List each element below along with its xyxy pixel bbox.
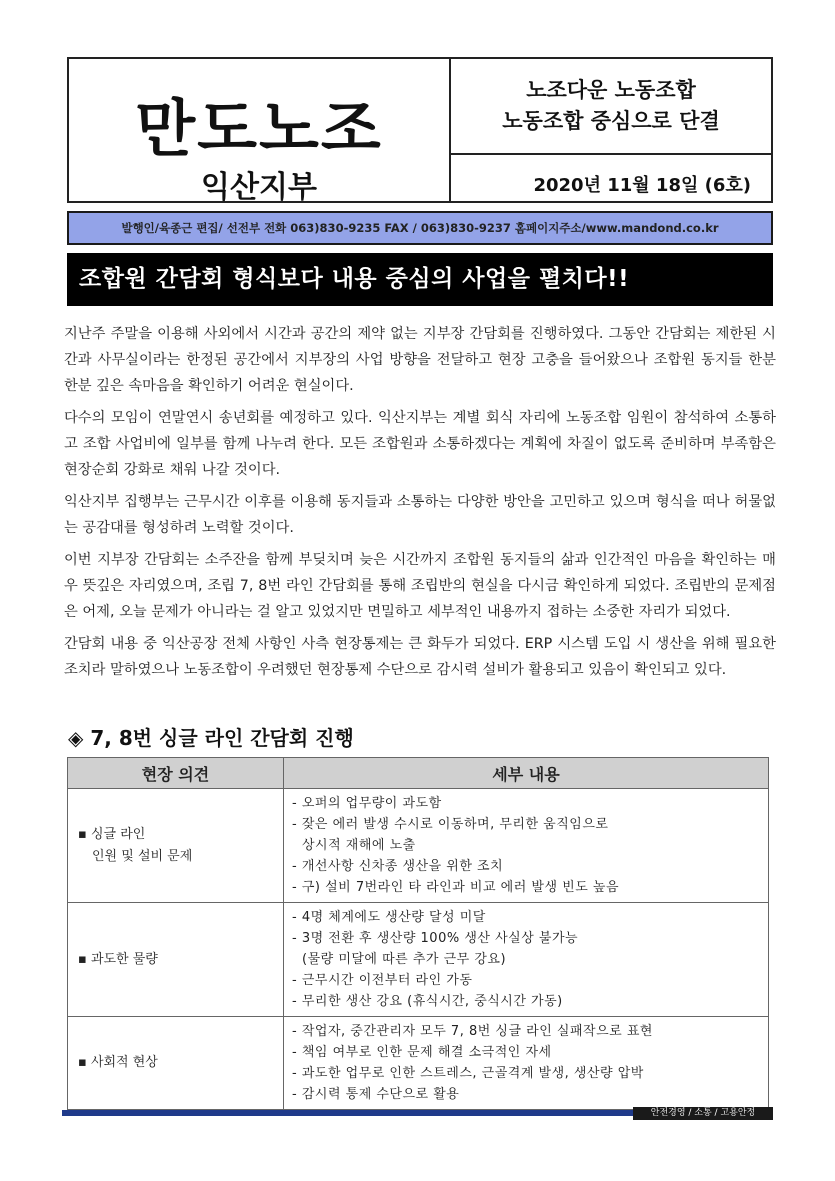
table-header-details: 세부 내용	[284, 758, 769, 789]
slogan-line-1: 노조다운 노동조합	[526, 78, 696, 102]
section-title: ◈ 7, 8번 싱글 라인 간담회 진행	[68, 726, 354, 750]
branch-name: 익산지부	[201, 170, 317, 205]
article-body	[64, 321, 776, 689]
opinion-label: ▪ 사회적 현상	[78, 1055, 158, 1070]
details-cell	[284, 789, 769, 903]
opinion-label: ▪ 싱글 라인	[78, 826, 146, 842]
detail-item: - 4명 체계에도 생산량 달성 미달	[292, 910, 486, 925]
detail-item: - 무리한 생산 강요 (휴식시간, 중식시간 가동)	[292, 994, 563, 1009]
opinion-cell	[68, 1017, 284, 1110]
publisher-bar: 발행인/육종근 편집/ 선전부 전화 063)830-9235 FAX / 063)830-9237 홈페이지주소/www.mandond.co.kr	[67, 211, 773, 245]
details-cell	[284, 1017, 769, 1110]
detail-item: - 오퍼의 업무량이 과도함	[292, 796, 442, 811]
detail-item: - 책임 여부로 인한 문제 해결 소극적인 자세	[292, 1045, 552, 1060]
masthead-divider	[451, 153, 771, 155]
masthead	[67, 57, 773, 203]
footer-tag: 안전경영 / 소통 / 고용안정	[633, 1107, 773, 1120]
table-row	[68, 903, 769, 1017]
table-row	[68, 1017, 769, 1110]
paragraph: 익산지부 집행부는 근무시간 이후를 이용해 동지들과 소통하는 다양한 방안을 고민하고 있으며 형식을 떠나 허물없는 공감대를 형성하려 노력할 것이다.	[64, 494, 776, 536]
paragraph: 간담회 내용 중 익산공장 전체 사항인 사측 현장통제는 큰 화두가 되었다. ERP 시스템 도입 시 생산을 위해 필요한 조치라 말하였으나 노동조합이 우려했던 현장통제 수단으로 감시력 설비가 활용되고 있음이 확인되고 있다.	[64, 636, 776, 678]
details-cell	[284, 903, 769, 1017]
opinion-table	[67, 757, 769, 1110]
opinion-label: ▪ 과도한 물량	[78, 951, 158, 967]
slogan-line-2: 노동조합 중심으로 단결	[502, 109, 720, 133]
newsletter-title: 만도노조	[135, 92, 383, 165]
table-header-opinion: 현장 의견	[68, 758, 284, 789]
detail-item: (물량 미달에 따른 추가 근무 강요)	[302, 952, 507, 967]
detail-item: - 개선사항 신차종 생산을 위한 조치	[292, 859, 504, 874]
detail-item: - 3명 전환 후 생산량 100% 생산 사실상 불가능	[292, 931, 579, 946]
detail-item: - 작업자, 중간관리자 모두 7, 8번 싱글 라인 실패작으로 표현	[292, 1024, 653, 1039]
table-header-row	[68, 758, 769, 789]
detail-item: - 감시력 통제 수단으로 활용	[292, 1087, 460, 1102]
detail-item: - 구) 설비 7번라인 타 라인과 비교 에러 발생 빈도 높음	[292, 880, 620, 895]
detail-item: - 과도한 업무로 인한 스트레스, 근골격계 발생, 생산량 압박	[292, 1066, 644, 1081]
table-row	[68, 789, 769, 903]
detail-item: - 잦은 에러 발생 수시로 이동하며, 무리한 움직임으로	[292, 817, 609, 832]
paragraph: 다수의 모임이 연말연시 송년회를 예정하고 있다. 익산지부는 계별 회식 자리에 노동조합 임원이 참석하여 소통하고 조합 사업비에 일부를 함께 나누려 한다. 모든 조합원과 소통하겠다는 계획에 차질이 없도록 준비하며 부족함은 현장순회 강화로 채워 나갈 것이다.	[64, 410, 776, 478]
paragraph: 이번 지부장 간담회는 소주잔을 함께 부딪치며 늦은 시간까지 조합원 동지들의 삶과 인간적인 마음을 확인하는 매우 뜻깊은 자리였으며, 조립 7, 8번 라인 간담회를 통해 조립반의 현실을 다시금 확인하게 되었다. 조립반의 문제점은 어제, 오늘 문제가 아니라는 걸 알고 있었지만 면밀하고 세부적인 내용까지 접하는 소중한 자리가 되었다.	[64, 552, 776, 620]
slogan	[451, 75, 771, 137]
headline: 조합원 간담회 형식보다 내용 중심의 사업을 펼치다!!	[67, 253, 773, 306]
opinion-cell	[68, 789, 284, 903]
opinion-cell	[68, 903, 284, 1017]
issue-date: 2020년 11월 18일 (6호)	[533, 175, 751, 196]
opinion-label-cont: 인원 및 설비 문제	[92, 848, 193, 864]
detail-item: 상시적 재해에 노출	[302, 838, 416, 853]
detail-item: - 근무시간 이전부터 라인 가동	[292, 973, 473, 988]
paragraph: 지난주 주말을 이용해 사외에서 시간과 공간의 제약 없는 지부장 간담회를 진행하였다. 그동안 간담회는 제한된 시간과 사무실이라는 한정된 공간에서 지부장의 사업 방향을 전달하고 현장 고충을 들어왔으나 조합원 동지들 한분 한분 깊은 속마음을 확인하기 어려운 현실이다.	[64, 326, 776, 394]
